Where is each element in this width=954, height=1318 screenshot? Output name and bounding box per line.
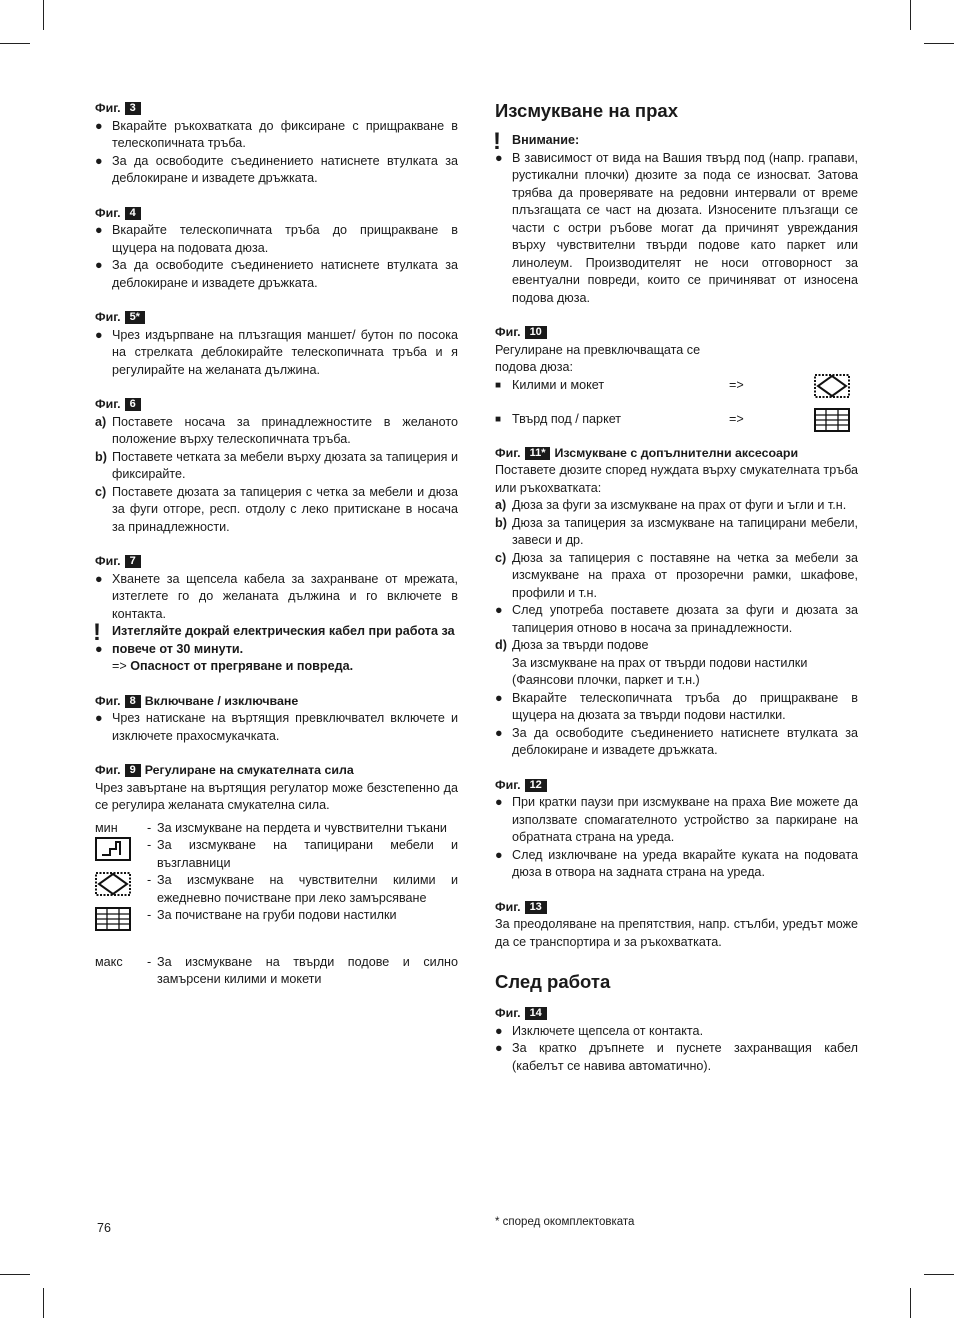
section-title: След работа — [495, 971, 611, 992]
hard-floor-icon — [95, 907, 131, 931]
crop-mark — [43, 1288, 44, 1318]
warning-icon: ! — [93, 619, 101, 646]
paragraph: Чрез завъртане на въртящия регулатор може безстепенно да се регулира желаната смукателна сила. — [95, 780, 458, 812]
list-item: b) Дюза за тапицерия за изсмукване на тапицирани мебели, завеси и др. — [495, 515, 858, 547]
footnote: * според окомплектовката — [495, 1216, 635, 1228]
list-item: ● Вкарайте телескопичната тръба до прищракване в щуцера на подовата дюза. — [95, 223, 458, 255]
fig-heading: Фиг. 10 — [495, 324, 858, 342]
list-item: d) Дюза за твърди подове — [495, 638, 649, 652]
paragraph: Поставете дюзите според нуждата върху смукателната тръба или ръкохватката: — [495, 463, 858, 495]
fig-heading: Фиг. 9 Регулиране на смукателната сила — [95, 763, 354, 777]
left-column — [95, 100, 458, 989]
list-item: ● За да освободите съединението натиснете втулката за деблокиране и извадете дръжката. — [95, 258, 458, 290]
list-item: a) Поставете носача за принадлежностите в желаното положение върху телескопичната тръба. — [95, 414, 458, 446]
fig-heading: Фиг. 4 — [95, 205, 458, 223]
right-column — [495, 100, 858, 1075]
list-item: ● За кратко дръпнете и пуснете захранващия кабел (кабелът се навива автоматично). — [495, 1041, 858, 1073]
list-item: c) Поставете дюзата за тапицерия с четка за мебели и дюза за фуги отгоре, респ. отдолу с леко притискане в носача за принадлежности. — [95, 484, 458, 534]
crop-mark — [0, 1274, 30, 1275]
warning-block: ! ● Изтегляйте докрай електрическия кабел при работа за повече от 30 минути. => Опасност от прегряване и повреда. — [93, 619, 455, 673]
warning-icon: ! — [493, 128, 501, 155]
warning-block: ! ● Внимание: В зависимост от вида на Вашия твърд под (напр. грапави, рустикални плочки) дюзите за пода се износват. Затова трябва да проверявате на редовни интервали от време плъзгащата се част на дюзата. Износените плъзгащи се части с остри ръбове могат да причинят увреждания върху чувствителни твърди подове като паркет или линолеум. Производителят не носи отговорност за евентуални повреди, които се причиняват от износена подова дюза. — [493, 128, 858, 305]
carpet-icon — [814, 374, 850, 398]
crop-mark — [924, 1274, 954, 1275]
list-item: ● Чрез издърпване на плъзгащия маншет/ бутон по посока на стрелката деблокирайте телескопичната тръба и я регулирайте на желаната дължина. — [95, 327, 458, 377]
suction-level: макс - За изсмукване на твърди подове и силно замърсени килими и мокети — [95, 954, 458, 986]
list-item: ● При кратки паузи при изсмукване на праха Вие можете да използвате спомагателното устройство за паркиране на обратната страна на уреда. — [495, 795, 858, 844]
fig-heading: Фиг. 13 — [495, 899, 858, 917]
nozzle-setting: ■ Килими и мокет => — [495, 369, 858, 403]
crop-mark — [924, 43, 954, 44]
list-item: a) Дюза за фуги за изсмукване на прах от фуги и ъгли и т.н. — [495, 498, 847, 512]
paragraph: За преодоляване на препятствия, напр. стълби, уредът може да се транспортира и за ръкохватката. — [495, 917, 858, 949]
fig-heading: Фиг. 5* — [95, 309, 458, 327]
nozzle-setting: ■ Твърд под / паркет => — [495, 403, 858, 437]
list-item: c) Дюза за тапицерия с поставяне на четка за мебели за изсмукване на праха от прозоречни рамки, шкафове, профили и т.н. — [495, 550, 858, 600]
fig-heading: Фиг. 8 Включване / изключване — [95, 693, 299, 708]
upholstery-icon — [95, 837, 131, 861]
fig-heading: Фиг. 11* Изсмукване с допълнителни аксесоари — [495, 445, 799, 460]
list-item: ● За да освободите съединението натиснете втулката за деблокиране и извадете дръжката. — [95, 153, 458, 185]
list-item: ● За да освободите съединението натиснете втулката за деблокиране и извадете дръжката. — [495, 725, 858, 757]
suction-level: - За изсмукване на чувствителни килими и ежедневно почистване при леко замърсяване — [95, 872, 458, 907]
suction-level: мин - За изсмукване на пердета и чувствителни тъкани — [95, 820, 447, 835]
fig-heading: Фиг. 12 — [495, 777, 858, 795]
fig-heading: Фиг. 6 — [95, 396, 458, 414]
fig-heading: Фиг. 3 — [95, 100, 458, 118]
carpet-icon — [95, 872, 131, 896]
crop-mark — [910, 0, 911, 30]
section-title: Изсмукване на прах — [495, 100, 678, 121]
paragraph: За изсмукване на прах от твърди подови настилки (Фаянсови плочки, паркет и т.н.) — [512, 655, 808, 687]
list-item: b) Поставете четката за мебели върху дюзата за тапицерия и фиксирайте. — [95, 449, 458, 481]
list-item: ● Чрез натискане на въртящия превключвател включете и изключете прахосмукачката. — [95, 711, 458, 743]
crop-mark — [43, 0, 44, 30]
list-item: ● Хванете за щепсела кабела за захранване от мрежата, изтеглете го до желаната дължина и го включете в контакта. — [95, 571, 458, 621]
hard-floor-icon — [814, 408, 850, 432]
paragraph: Регулиране на превключващата се подова дюза: — [495, 342, 701, 374]
fig-heading: Фиг. 14 — [495, 1005, 858, 1023]
suction-level: - За почистване на груби подови настилки — [95, 907, 458, 937]
fig-heading: Фиг. 7 — [95, 553, 458, 571]
list-item: ● Вкарайте ръкохватката до фиксиране с прищракване в телескопичната тръба. — [95, 118, 458, 150]
list-item: ● След употреба поставете дюзата за фуги и дюзата за тапицерия отново в носача за принадлежности. — [495, 603, 858, 635]
list-item: ● Вкарайте телескопичната тръба до прищракване в щуцера на дюзата за твърди подови настилки. — [495, 690, 858, 722]
suction-level: - За изсмукване на тапицирани мебели и възглавници — [95, 837, 458, 872]
page-number: 76 — [97, 1221, 111, 1235]
list-item: ● След изключване на уреда вкарайте куката на подовата дюза в отвора на задната страна на уреда. — [495, 847, 858, 879]
crop-mark — [0, 43, 30, 44]
crop-mark — [910, 1288, 911, 1318]
list-item: ● Изключете щепсела от контакта. — [495, 1023, 704, 1038]
